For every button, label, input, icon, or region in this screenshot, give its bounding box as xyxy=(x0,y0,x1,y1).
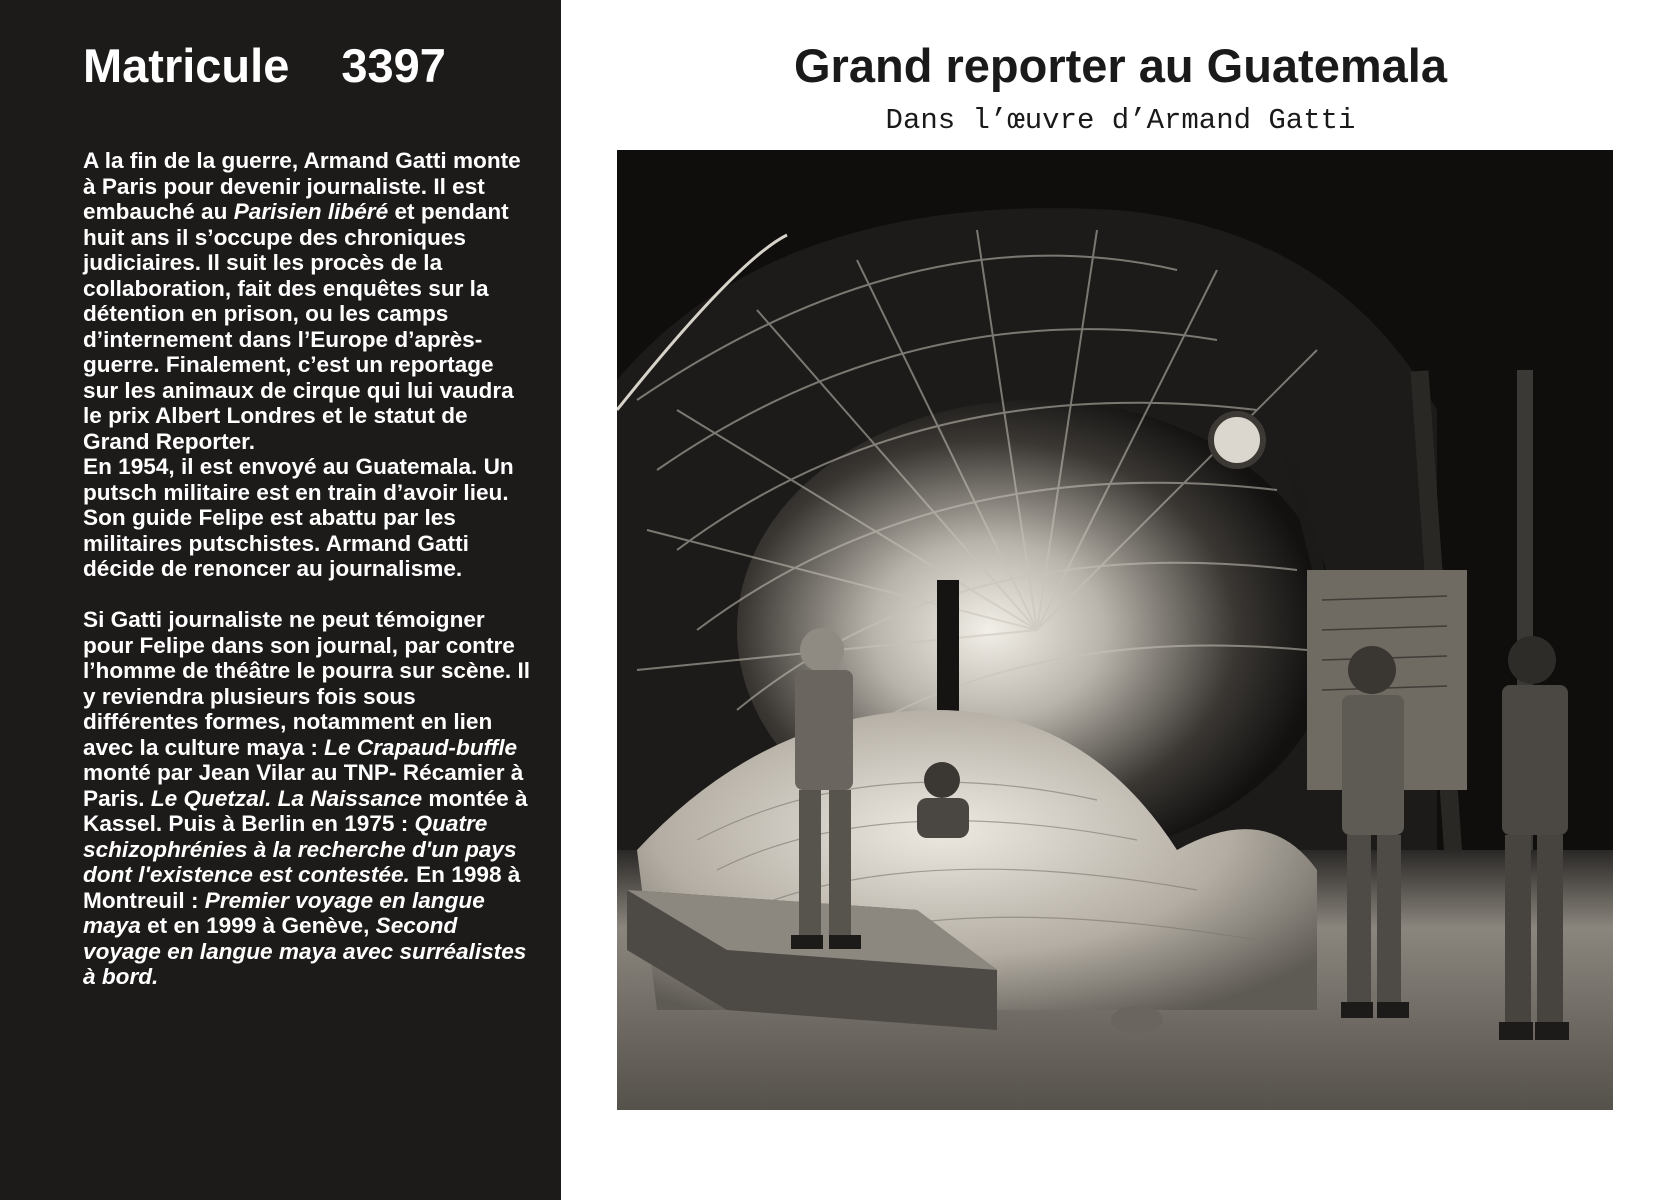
work-title: Parisien libéré xyxy=(233,199,389,224)
page-subtitle: Dans l’œuvre d’Armand Gatti xyxy=(885,104,1356,137)
article-body xyxy=(83,148,531,990)
text-run: En 1998 à Montreuil : xyxy=(83,862,521,913)
work-title: Premier voyage en langue maya xyxy=(83,887,485,938)
work-title: Quatre schizophrénies à la recherche d'un pays dont l'existence est contestée. xyxy=(83,811,517,887)
text-run: et pendant huit ans il s’occupe des chroniques judiciaires. Il suit les procès de la collaboration, fait des enquêtes sur la détention en prison, ou les camps d’internement dans l’Europe d’après-guerre. Finalement, c’est un reportage sur les animaux de cirque qui lui vaudra le prix Albert Londres et le statut de Grand Reporter. xyxy=(83,199,514,454)
text-run: En 1954, il est envoyé au Guatemala. Un putsch militaire est en train d’avoir lieu. Son guide Felipe est abattu par les militaires putschistes. Armand Gatti décide de renoncer au journalisme. xyxy=(83,454,514,581)
stage-photo-illustration xyxy=(617,150,1613,1110)
text-run: A la fin de la guerre, Armand Gatti monte à Paris pour devenir journaliste. Il est embauché au xyxy=(83,148,521,224)
work-title: Le Quetzal. La Naissance xyxy=(150,785,423,811)
text-run: montée à Kassel. Puis à Berlin en 1975 : xyxy=(83,785,528,836)
matricule-label: Matricule xyxy=(83,39,290,92)
work-title: Second voyage en langue maya avec surréalistes à bord. xyxy=(83,913,527,989)
page-title: Grand reporter au Guatemala xyxy=(794,39,1447,92)
left-panel xyxy=(0,0,561,1200)
stage-photograph xyxy=(617,150,1613,1110)
work-title: Le Crapaud-buffle xyxy=(324,734,518,760)
article-paragraph xyxy=(83,148,531,582)
article-paragraph xyxy=(83,607,531,990)
text-run: Si Gatti journaliste ne peut témoigner pour Felipe dans son journal, par contre l’homme de théâtre le pourra sur scène. Il y reviendra plusieurs fois sous différentes formes, notamment en lien avec la culture maya : xyxy=(83,607,530,760)
matricule-number: 3397 xyxy=(341,39,446,92)
text-run: monté par Jean Vilar au TNP- Récamier à Paris. xyxy=(83,760,524,811)
text-run: et en 1999 à Genève, xyxy=(140,913,376,938)
matricule-heading xyxy=(83,40,446,92)
